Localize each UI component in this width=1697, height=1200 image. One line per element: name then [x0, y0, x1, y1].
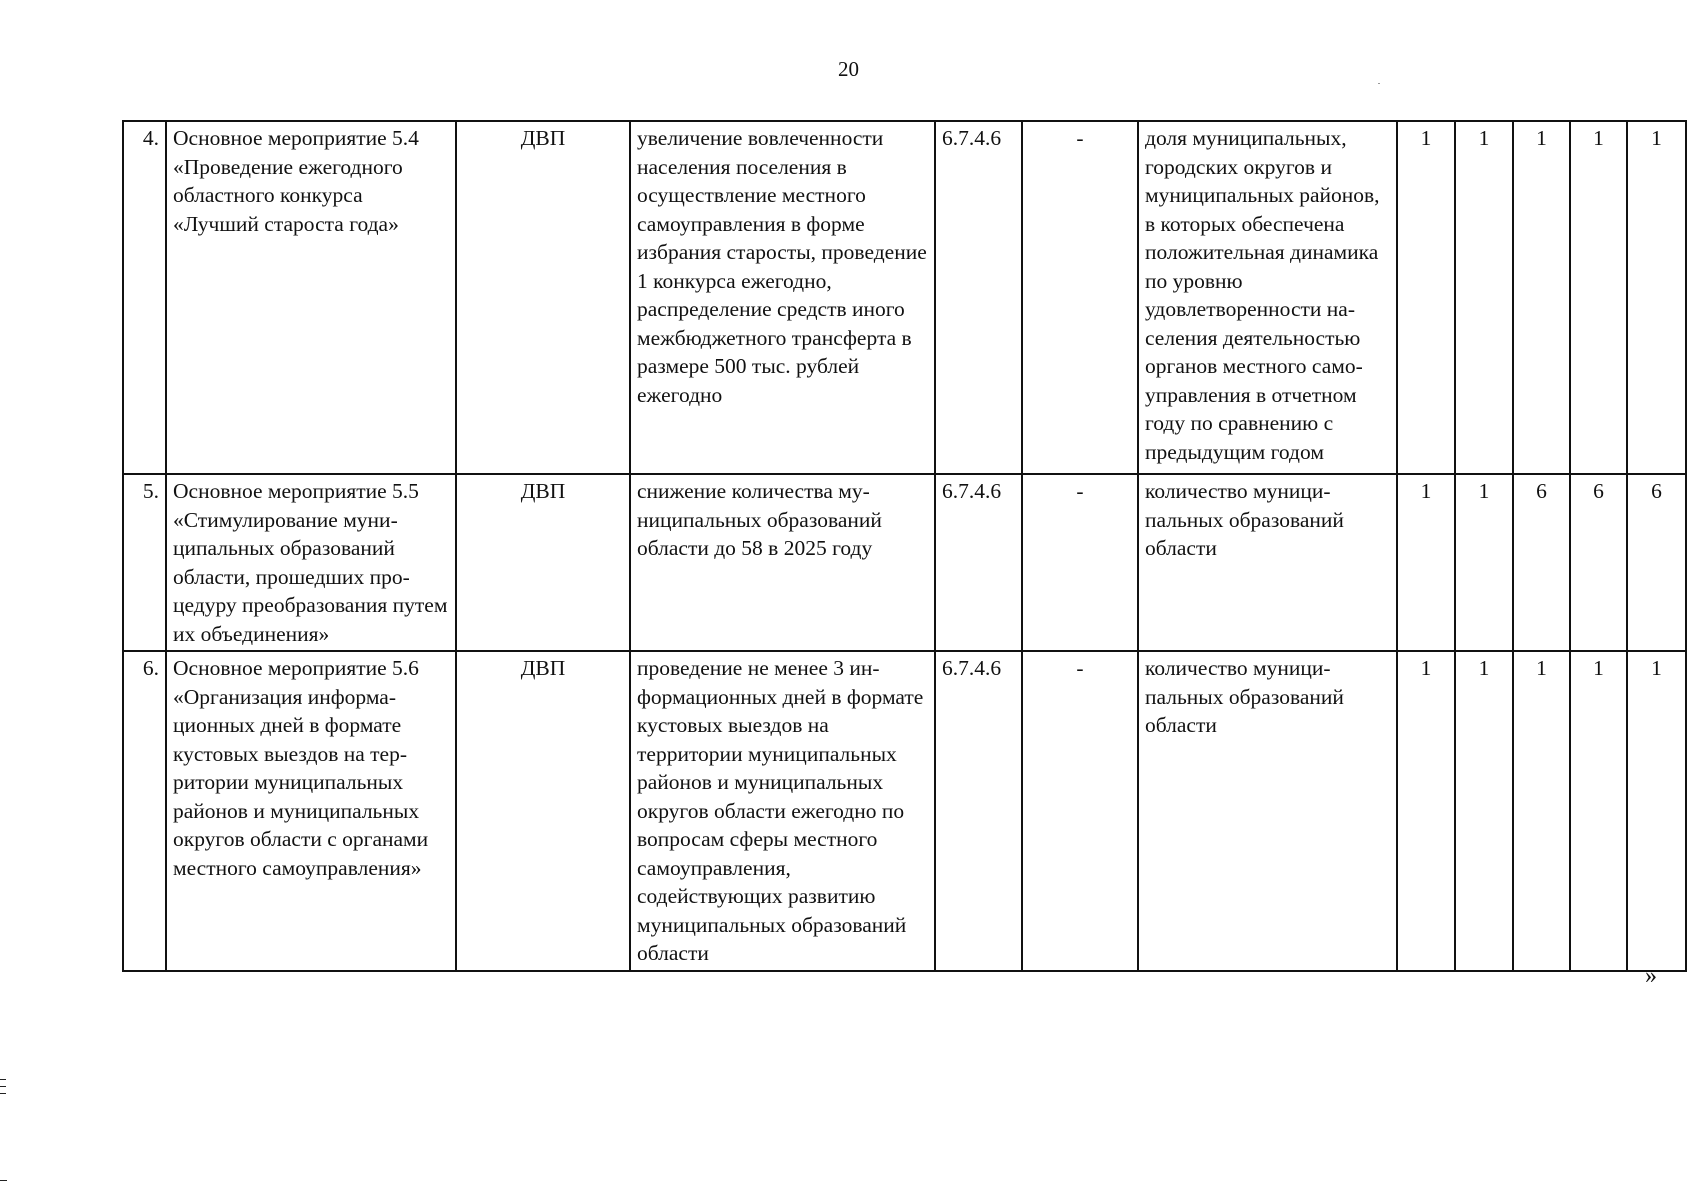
measure-title: Основное мероприятие 5.4 «Проведение ежегодного областного конкурса «Лучший староста года» — [166, 121, 456, 474]
value-cell: 1 — [1455, 121, 1513, 474]
scan-artifact — [1378, 83, 1380, 84]
measures-table — [122, 120, 1687, 972]
value-cell: 1 — [1397, 474, 1455, 651]
value-cell: 1 — [1570, 121, 1627, 474]
expected-result: увеличение вовлеченности населения поселения в осуществление местного самоуправления в форме избрания старосты, проведение 1 конкурса ежегодно, распределение средств иного межбюджетного трансферта в размере 500 тыс. рублей ежегодно — [630, 121, 935, 474]
scan-edge-mark — [0, 1079, 6, 1080]
scan-edge-mark — [0, 1180, 7, 1181]
expected-result: проведение не менее 3 информационных дней в формате кустовых выездов на территории муниципальных районов и муниципальных округов области ежегодно по вопросам сферы местного самоуправления, содействующих развитию муниципальных образований области — [630, 651, 935, 971]
indicator-cell: количество муниципальных образований области — [1138, 651, 1397, 971]
dash-cell: - — [1022, 651, 1138, 971]
value-cell: 1 — [1513, 651, 1570, 971]
value-cell: 1 — [1570, 651, 1627, 971]
executor-cell: ДВП — [456, 651, 630, 971]
scan-edge-mark — [0, 1086, 6, 1087]
value-cell: 1 — [1627, 651, 1686, 971]
code-cell: 6.7.4.6 — [935, 474, 1022, 651]
code-cell: 6.7.4.6 — [935, 121, 1022, 474]
row-number: 6. — [123, 651, 166, 971]
expected-result: снижение количества муниципальных образований области до 58 в 2025 году — [630, 474, 935, 651]
table-row — [123, 121, 1686, 474]
value-cell: 1 — [1513, 121, 1570, 474]
value-cell: 1 — [1397, 651, 1455, 971]
dash-cell: - — [1022, 121, 1138, 474]
closing-quote: » — [1645, 963, 1657, 989]
row-number: 5. — [123, 474, 166, 651]
executor-cell: ДВП — [456, 121, 630, 474]
measure-title: Основное мероприятие 5.6 «Организация информационных дней в формате кустовых выездов на территории муниципальных районов и муниципальных округов области с органами местного самоуправления» — [166, 651, 456, 971]
row-number: 4. — [123, 121, 166, 474]
value-cell: 1 — [1455, 651, 1513, 971]
page-number: 20 — [838, 57, 859, 81]
value-cell: 1 — [1397, 121, 1455, 474]
value-cell: 6 — [1570, 474, 1627, 651]
value-cell: 1 — [1455, 474, 1513, 651]
dash-cell: - — [1022, 474, 1138, 651]
table-row — [123, 474, 1686, 651]
measure-title: Основное мероприятие 5.5 «Стимулирование муниципальных образований области, прошедших процедуру преобразования путем их объединения» — [166, 474, 456, 651]
value-cell: 6 — [1627, 474, 1686, 651]
executor-cell: ДВП — [456, 474, 630, 651]
value-cell: 1 — [1627, 121, 1686, 474]
indicator-cell: количество муниципальных образований области — [1138, 474, 1397, 651]
scan-edge-mark — [0, 1093, 6, 1094]
value-cell: 6 — [1513, 474, 1570, 651]
code-cell: 6.7.4.6 — [935, 651, 1022, 971]
indicator-cell: доля муниципальных, городских округов и муниципальных районов, в которых обеспечена положительная динамика по уровню удовлетворенности населения деятельностью органов местного самоуправления в отчетном году по сравнению с предыдущим годом — [1138, 121, 1397, 474]
table-row — [123, 651, 1686, 971]
